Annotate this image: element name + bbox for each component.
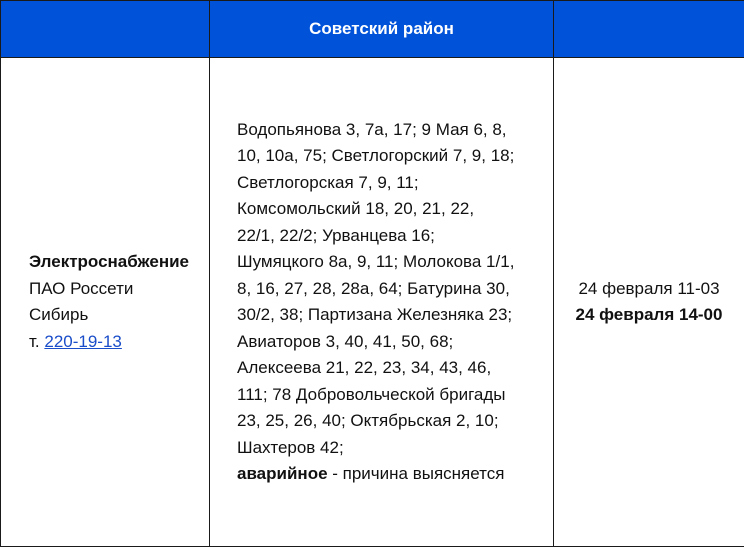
- address-line: 22/1, 22/2; Урванцева 16;: [237, 223, 551, 250]
- dates-cell: [554, 58, 744, 547]
- phone-prefix: т.: [29, 332, 40, 351]
- outage-row: [1, 58, 744, 547]
- address-line: Водопьянова 3, 7а, 17; 9 Мая 6, 8,: [237, 117, 551, 144]
- outage-status: [237, 461, 551, 488]
- header-empty-cell-right: [554, 1, 744, 58]
- phone-link[interactable]: 220-19-13: [44, 332, 122, 351]
- outage-start: 24 февраля 11-03: [554, 276, 744, 303]
- address-line: 8, 16, 27, 28, 28а, 64; Батурина 30,: [237, 276, 551, 303]
- district-header: Советский район: [210, 1, 554, 58]
- phone-line: [29, 329, 209, 356]
- address-line: Алексеева 21, 22, 23, 34, 43, 46,: [237, 355, 551, 382]
- addresses-cell: [210, 58, 554, 547]
- service-type: Электроснабжение: [29, 249, 209, 276]
- address-line: Комсомольский 18, 20, 21, 22,: [237, 196, 551, 223]
- address-line: Авиаторов 3, 40, 41, 50, 68;: [237, 329, 551, 356]
- address-line: Шумяцкого 8а, 9, 11; Молокова 1/1,: [237, 249, 551, 276]
- address-line: Шахтеров 42;: [237, 435, 551, 462]
- status-reason: - причина выясняется: [328, 464, 505, 483]
- company-name: ПАО Россети Сибирь: [29, 276, 149, 329]
- outage-end: 24 февраля 14-00: [554, 302, 744, 329]
- address-line: Светлогорская 7, 9, 11;: [237, 170, 551, 197]
- provider-cell: [1, 58, 210, 547]
- header-empty-cell-left: [1, 1, 210, 58]
- address-line: 30/2, 38; Партизана Железняка 23;: [237, 302, 551, 329]
- address-line: 10, 10а, 75; Светлогорский 7, 9, 18;: [237, 143, 551, 170]
- status-label: аварийное: [237, 464, 328, 483]
- address-list: [237, 117, 551, 462]
- header-row: [1, 1, 744, 58]
- address-line: 23, 25, 26, 40; Октябрьская 2, 10;: [237, 408, 551, 435]
- address-line: 111; 78 Добровольческой бригады: [237, 382, 551, 409]
